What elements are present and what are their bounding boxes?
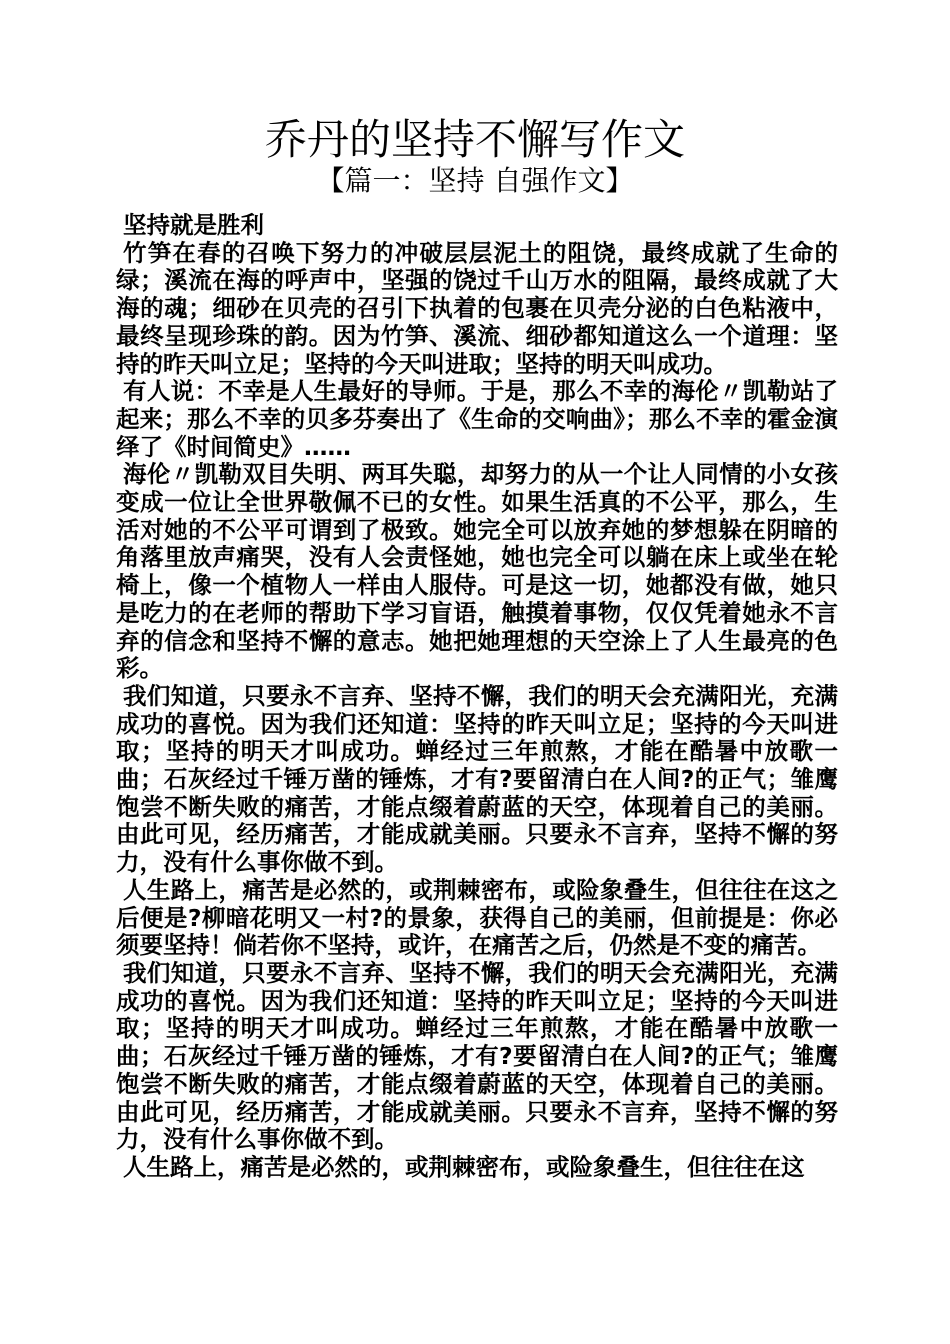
paragraph: 有人说：不幸是人生最好的导师。于是，那么不幸的海伦〃凯勒站了起来；那么不幸的贝多芬奏出了《生命的交响曲》；那么不幸的霍金演绎了《时间简史》……: [116, 377, 838, 461]
paragraph: 人生路上，痛苦是必然的，或荆棘密布，或险象叠生，但往往在这之后便是?柳暗花明又一村?的景象，获得自己的美丽，但前提是：你必须要坚持！倘若你不坚持，或许，在痛苦之后，仍然是不变的痛苦。: [116, 875, 838, 960]
article-body: [116, 212, 838, 1182]
document-subtitle: 【篇一：坚持 自强作文】: [316, 164, 634, 197]
document-title: 乔丹的坚持不懈写作文: [264, 115, 685, 164]
section-heading: 坚持就是胜利: [123, 211, 265, 239]
paragraph: 人生路上，痛苦是必然的，或荆棘密布，或险象叠生，但往往在这: [123, 1152, 805, 1181]
paragraph: 我们知道，只要永不言弃、坚持不懈，我们的明天会充满阳光，充满成功的喜悦。因为我们还知道：坚持的昨天叫立足；坚持的今天叫进取；坚持的明天才叫成功。蝉经过三年煎熬，才能在酷暑中放歌一曲；石灰经过千锤万凿的锤炼，才有?要留清白在人间?的正气；雏鹰饱尝不断失败的痛苦，才能点缀着蔚蓝的天空，体现着自己的美丽。由此可见，经历痛苦，才能成就美丽。只要永不言弃，坚持不懈的努力，没有什么事你做不到。: [116, 958, 838, 1154]
paragraph: 海伦〃凯勒双目失明、两耳失聪，却努力的从一个让人同情的小女孩变成一位让全世界敬佩不已的女性。如果生活真的不公平，那么，生活对她的不公平可谓到了极致。她完全可以放弃她的梦想躲在阴暗的角落里放声痛哭，没有人会责怪她，她也完全可以躺在床上或坐在轮椅上，像一个植物人一样由人服侍。可是这一切，她都没有做，她只是吃力的在老师的帮助下学习盲语，触摸着事物，仅仅凭着她永不言弃的信念和坚持不懈的意志。她把她理想的天空涂上了人生最亮的色彩。: [116, 460, 838, 683]
paragraph: 我们知道，只要永不言弃、坚持不懈，我们的明天会充满阳光，充满成功的喜悦。因为我们还知道：坚持的昨天叫立足；坚持的今天叫进取；坚持的明天才叫成功。蝉经过三年煎熬，才能在酷暑中放歌一曲；石灰经过千锤万凿的锤炼，才有?要留清白在人间?的正气；雏鹰饱尝不断失败的痛苦，才能点缀着蔚蓝的天空，体现着自己的美丽。由此可见，经历痛苦，才能成就美丽。只要永不言弃，坚持不懈的努力，没有什么事你做不到。: [116, 681, 838, 877]
paragraph: 竹笋在春的召唤下努力的冲破层层泥土的阻饶，最终成就了生命的绿；溪流在海的呼声中，坚强的饶过千山万水的阻隔，最终成就了大海的魂；细砂在贝壳的召引下执着的包裹在贝壳分泌的白色粘液中，最终呈现珍珠的韵。因为竹笋、溪流、细砂都知道这么一个道理：坚持的昨天叫立足；坚持的今天叫进取；坚持的明天叫成功。: [116, 238, 838, 378]
